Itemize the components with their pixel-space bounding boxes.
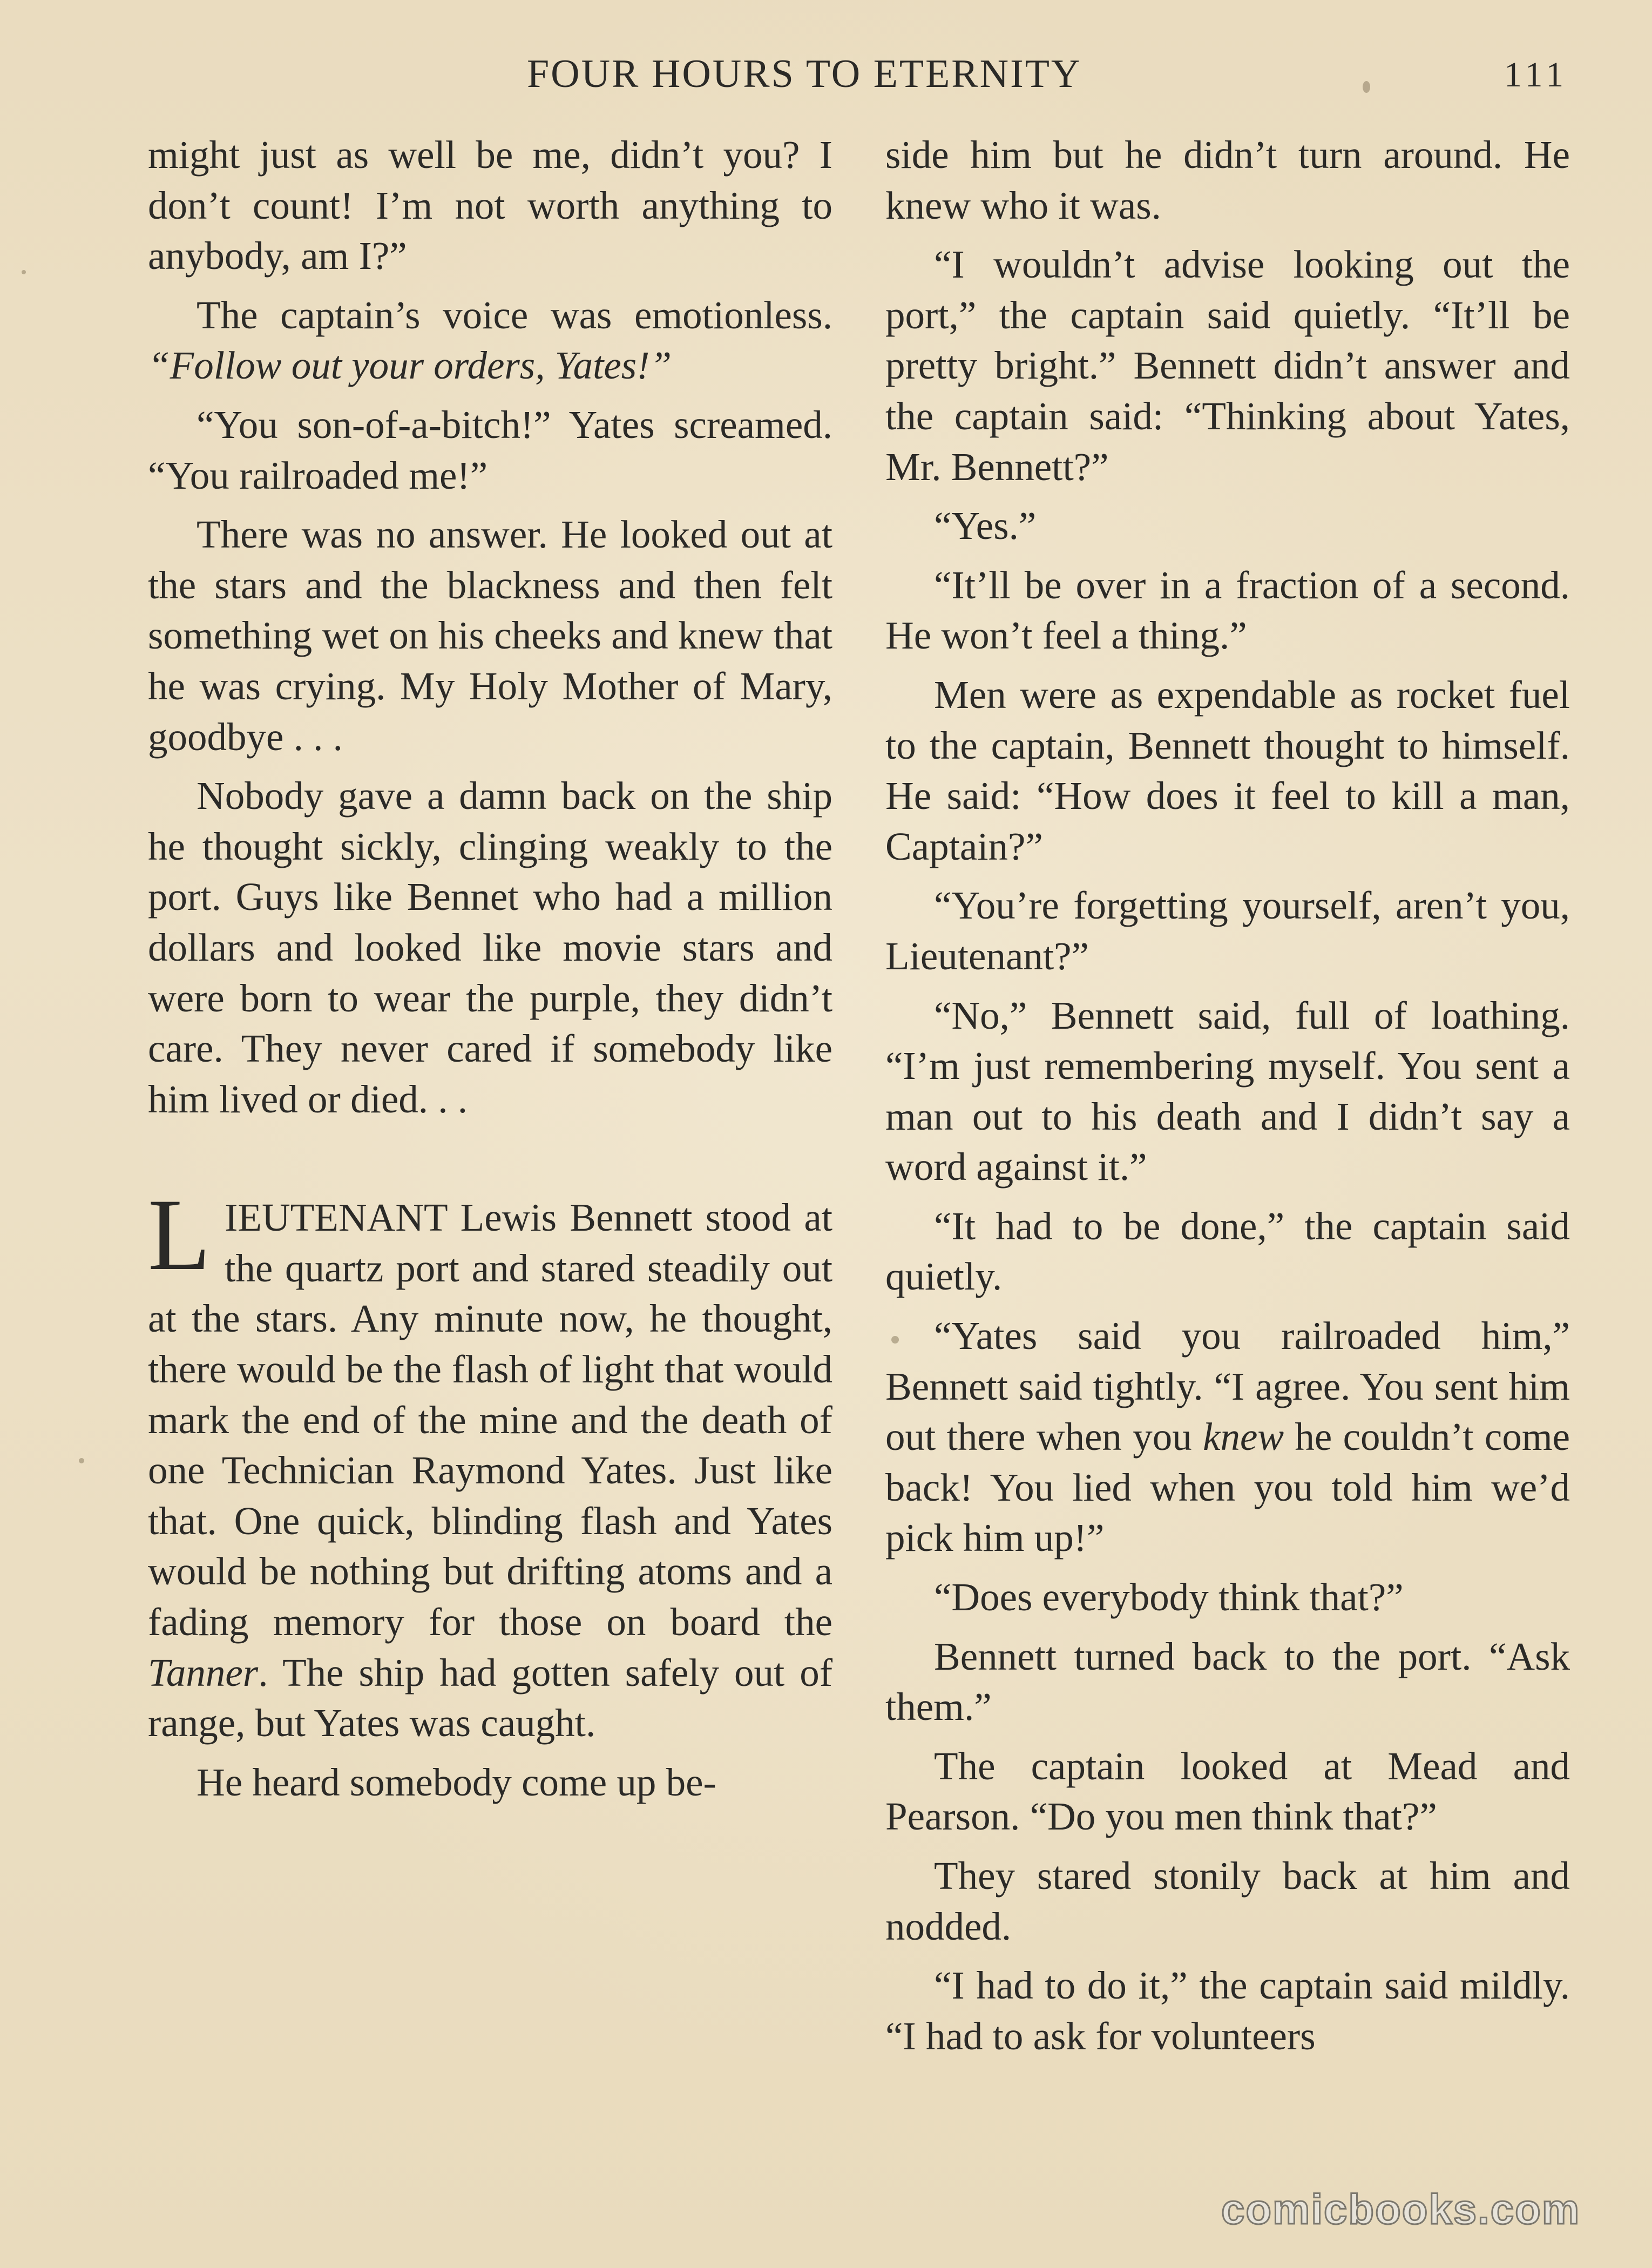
- paragraph: “I wouldn’t advise looking out the port,” the captain said quietly. “It’ll be pretty bright.” Bennett didn’t answer and the captain said: “Thinking about Yates, Mr. Bennett?”: [885, 242, 1570, 489]
- paragraph: might just as well be me, didn’t you? I don’t count! I’m not worth anything to anybody, am I?”: [148, 133, 832, 278]
- page-number: 111: [1504, 55, 1568, 94]
- italic-text: knew: [1203, 1415, 1284, 1459]
- running-title: FOUR HOURS TO ETERNITY: [527, 52, 1082, 96]
- paragraph: side him but he didn’t turn around. He knew who it was.: [885, 133, 1570, 227]
- paragraph: “No,” Bennett said, full of loathing. “I’m just remembering myself. You sent a man out to his death and I didn’t say a word against it.”: [885, 993, 1570, 1189]
- paper-speck: [1363, 81, 1370, 93]
- page-header: [0, 51, 1652, 111]
- paragraph: He heard somebody come up be-: [197, 1760, 716, 1804]
- paragraph-text: The captain’s voice was emotionless.: [197, 293, 832, 337]
- paragraph: “It’ll be over in a fraction of a second. He won’t feel a thing.”: [885, 563, 1570, 658]
- paper-speck: [891, 1336, 899, 1344]
- paragraph: “I had to do it,” the captain said mildly. “I had to ask for volunteers: [885, 1963, 1570, 2058]
- watermark: comicbooks.com: [1221, 2185, 1581, 2233]
- paragraph-text: IEUTENANT Lewis Bennett stood at the quartz port and stared steadily out at the stars. Any minute now, he thought, there would be the flash of light that would mark the end of the mine and the death of one Technician Raymond Yates. Just like that. One quick, blinding flash and Yates would be nothing but drifting atoms and a fading memory for those on board the: [148, 1196, 832, 1644]
- paper-speck: [79, 1458, 84, 1463]
- paragraph: “You’re forgetting yourself, aren’t you, Lieutenant?”: [885, 883, 1570, 978]
- paragraph: [885, 1311, 1570, 1563]
- drop-cap: L: [148, 1178, 211, 1292]
- paragraph: [148, 290, 832, 391]
- left-column: [148, 130, 832, 1816]
- italic-text: “Follow out your orders, Yates!”: [148, 343, 672, 388]
- paragraph: “It had to be done,” the captain said quietly.: [885, 1204, 1570, 1299]
- paragraph: The captain looked at Mead and Pearson. “Do you men think that?”: [885, 1744, 1570, 1839]
- paragraph: “Does everybody think that?”: [934, 1575, 1404, 1619]
- paragraph-text: . The ship had gotten safely out of range, but Yates was caught.: [148, 1650, 832, 1745]
- right-column: [885, 130, 1570, 2070]
- paragraph: Bennett turned back to the port. “Ask them.”: [885, 1634, 1570, 1729]
- paragraph-text: “Yates said you railroaded him,” Bennett said tightly. “I agree. You sent him out there when you: [885, 1314, 1570, 1459]
- paragraph: “Yes.”: [934, 504, 1037, 548]
- paragraph: Nobody gave a damn back on the ship he thought sickly, clinging weakly to the port. Guys like Bennet who had a million dollars and looked like movie stars and were born to wear the purple, they didn’t care. They never cared if somebody like him lived or died. . .: [148, 774, 832, 1121]
- paragraph-text: he couldn’t come back! You lied when you told him we’d pick him up!”: [885, 1415, 1570, 1560]
- paragraph: Men were as expendable as rocket fuel to the captain, Bennett thought to himself. He said: “How does it feel to kill a man, Captain?”: [885, 672, 1570, 868]
- ship-name: Tanner: [148, 1650, 259, 1695]
- section-opening-paragraph: [148, 1178, 832, 1749]
- paragraph: They stared stonily back at him and nodded.: [885, 1854, 1570, 1948]
- paragraph: “You son-of-a-bitch!” Yates screamed. “You railroaded me!”: [148, 402, 832, 497]
- paragraph: There was no answer. He looked out at the stars and the blackness and then felt something wet on his cheeks and knew that he was crying. My Holy Mother of Mary, goodbye . . .: [148, 512, 832, 759]
- paper-speck: [22, 270, 26, 274]
